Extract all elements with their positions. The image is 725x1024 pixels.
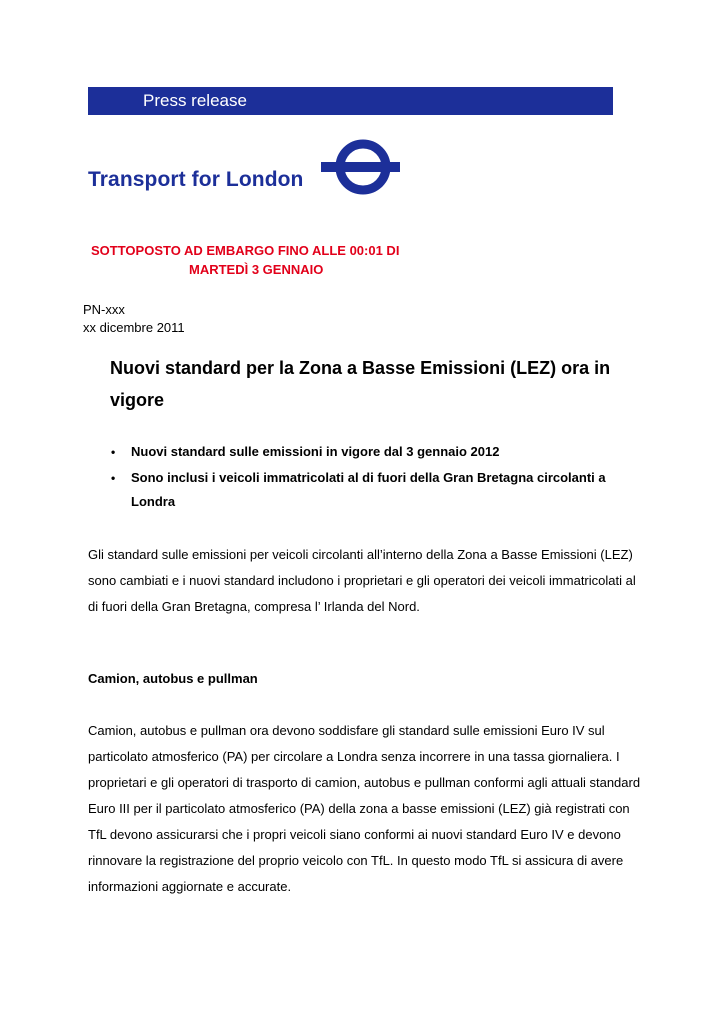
tfl-roundel-icon xyxy=(320,139,400,195)
bullet-text: Sono inclusi i veicoli immatricolati al di fuori della Gran Bretagna circolanti a Londra xyxy=(131,470,606,509)
list-item xyxy=(110,440,630,464)
press-release-banner xyxy=(88,87,613,115)
section-paragraph: Camion, autobus e pullman ora devono soddisfare gli standard sulle emissioni Euro IV sul particolato atmosferico (PA) per circolare a Londra senza incorrere in una tassa giornaliera. I proprietari e gli operatori di trasporto di camion, autobus e pullman conformi agli attuali standard Euro III per il particolato atmosferico (PA) della zona a basse emissioni (LEZ) già registrati con TfL devono assicurarsi che i propri veicoli siano conformi ai nuovi standard Euro IV e devono rinnovare la registrazione del proprio veicolo con TfL. In questo modo TfL si assicura di avere informazioni aggiornate e accurate. xyxy=(88,723,641,894)
release-meta xyxy=(83,301,185,337)
release-date: xx dicembre 2011 xyxy=(83,320,185,335)
banner-label: Press release xyxy=(143,91,247,110)
org-name: Transport for London xyxy=(88,168,304,191)
embargo-line-1: SOTTOPOSTO AD EMBARGO FINO ALLE 00:01 DI xyxy=(91,243,400,258)
headline: Nuovi standard per la Zona a Basse Emissioni (LEZ) ora in vigore xyxy=(110,358,611,410)
intro-paragraph: Gli standard sulle emissioni per veicoli circolanti all’interno della Zona a Basse Emissioni (LEZ) sono cambiati e i nuovi standard includono i proprietari e gli operatori dei veicoli immatricolati al di fuori della Gran Bretagna, compresa l’ Irlanda del Nord. xyxy=(88,547,636,614)
embargo-notice xyxy=(88,241,448,279)
release-ref: PN-xxx xyxy=(83,302,125,317)
bullet-text: Nuovi standard sulle emissioni in vigore dal 3 gennaio 2012 xyxy=(131,444,500,459)
embargo-line-2: MARTEDÌ 3 GENNAIO xyxy=(189,262,324,277)
bullet-icon: • xyxy=(111,471,116,485)
list-item xyxy=(110,466,630,514)
key-points-list xyxy=(110,440,630,516)
section-heading: Camion, autobus e pullman xyxy=(88,671,258,686)
bullet-icon: • xyxy=(111,445,116,459)
